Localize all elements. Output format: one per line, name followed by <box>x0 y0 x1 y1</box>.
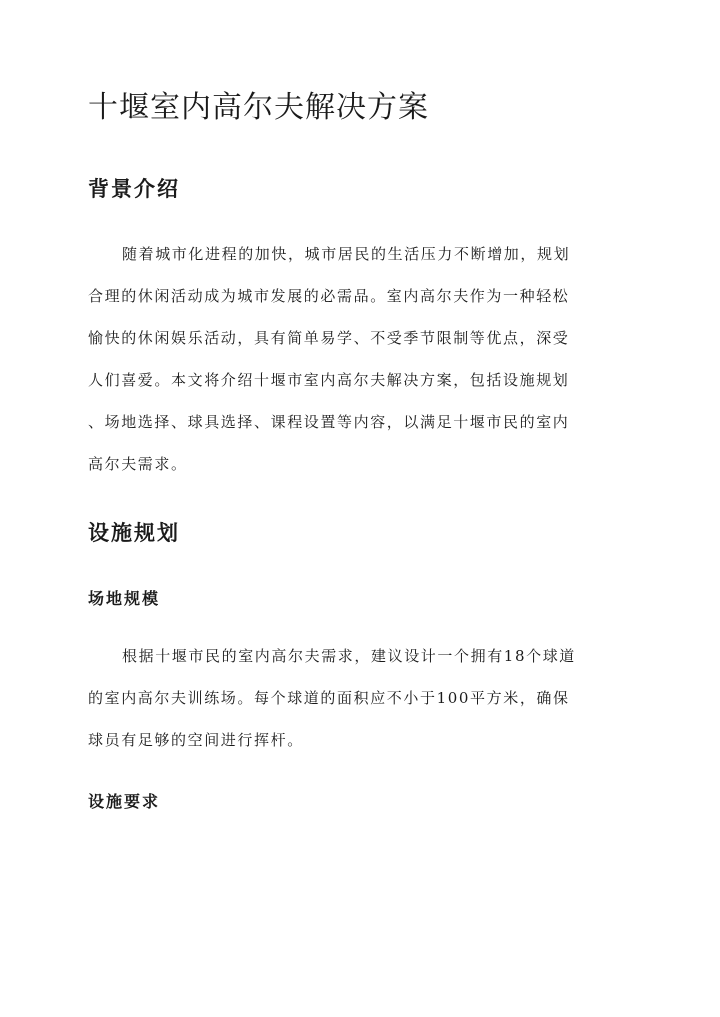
background-paragraph <box>88 233 633 485</box>
paragraph-line: 的室内高尔夫训练场。每个球道的面积应不小于100平方米，确保 <box>88 689 570 707</box>
paragraph-line: 球员有足够的空间进行挥杆。 <box>88 731 304 749</box>
paragraph-line: 人们喜爱。本文将介绍十堰市室内高尔夫解决方案，包括设施规划 <box>88 371 570 389</box>
paragraph-line: 高尔夫需求。 <box>88 455 188 473</box>
document-title: 十堰室内高尔夫解决方案 <box>88 90 429 125</box>
subsection-heading-facility-requirements: 设施要求 <box>88 792 161 811</box>
paragraph-line: 、场地选择、球具选择、课程设置等内容，以满足十堰市民的室内 <box>88 413 570 431</box>
paragraph-line: 根据十堰市民的室内高尔夫需求，建议设计一个拥有18个球道 <box>122 647 576 665</box>
paragraph-line: 合理的休闲活动成为城市发展的必需品。室内高尔夫作为一种轻松 <box>88 287 570 305</box>
subsection-heading-site-scale: 场地规模 <box>88 589 161 608</box>
site-scale-paragraph <box>88 635 633 761</box>
section-heading-facility-planning: 设施规划 <box>88 520 180 545</box>
paragraph-line: 愉快的休闲娱乐活动，具有简单易学、不受季节限制等优点，深受 <box>88 329 570 347</box>
section-heading-background: 背景介绍 <box>88 176 180 201</box>
paragraph-line: 随着城市化进程的加快，城市居民的生活压力不断增加，规划 <box>122 245 571 263</box>
